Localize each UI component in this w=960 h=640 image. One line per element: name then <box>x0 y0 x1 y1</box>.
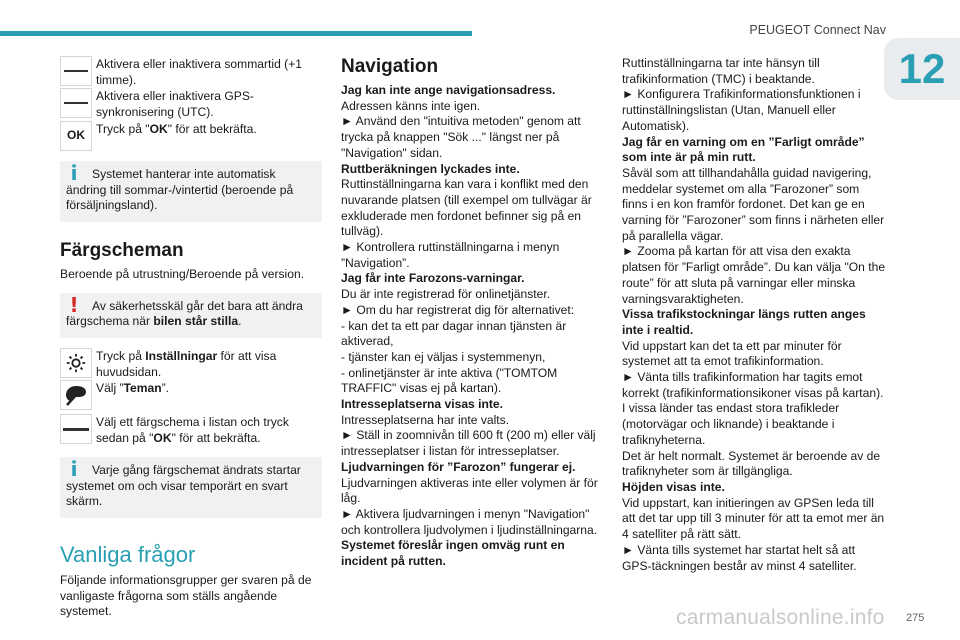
header-title: PEUGEOT Connect Nav <box>749 23 886 37</box>
faq-navigation-body <box>341 83 603 570</box>
paragraph-faq: Följande informationsgrupper ger svaren på de vanligaste frågorna som ställs angående systemet. <box>60 572 312 619</box>
faq-answer: ► Aktivera ljudvarningen i menyn "Navigation" och kontrollera ljudvolymen i ljudinställningarna. <box>341 506 598 537</box>
column-middle <box>341 56 603 570</box>
gear-icon <box>60 348 92 378</box>
column-left <box>60 56 322 620</box>
faq-question: Jag får inte Farozons-varningar. <box>341 271 525 286</box>
palette-icon <box>60 380 92 410</box>
faq-answer: ► Konfigurera Trafikinformationsfunktionen i ruttinställningslistan (Utan, Manuell eller Automatisk). <box>622 87 861 133</box>
info-box-time <box>60 161 322 222</box>
step-theme <box>60 380 322 410</box>
page-number: 275 <box>906 612 925 624</box>
header-accent-bar <box>0 31 472 36</box>
step-text: Välj ett färgschema i listan och tryck sedan på "OK" för att bekräfta. <box>96 415 289 446</box>
step-ok <box>60 121 322 151</box>
faq-answer: Vid uppstart, kan initieringen av GPSen leda till att det tar upp till 3 minuter för att ta emot mer än 4 satelliter på rätt sätt. <box>622 495 885 542</box>
chapter-tab: 12 <box>884 38 960 100</box>
warning-icon: ! <box>69 292 79 317</box>
step-text: Välj ”Teman”. <box>96 381 170 396</box>
step-settings <box>60 348 322 380</box>
info-icon: i <box>70 456 78 481</box>
faq-question: Systemet föreslår ingen omväg runt en incident på rutten. <box>341 538 565 569</box>
faq-answer: ► Vänta tills systemet har startat helt så att GPS-täckningen består av minst 4 satelliter. <box>622 542 857 573</box>
dash-icon <box>60 56 92 86</box>
faq-answer: Vid uppstart kan det ta ett par minuter för systemet att ta emot trafikinformation. <box>622 338 842 369</box>
faq-answer: Såväl som att tillhandahålla guidad navigering, meddelar systemet om alla ”Farozoner” som finns i en kon framför fordonet. Det kan ge en varning för ”Farozoner” som finns i närheten eller på parallella vägar. <box>622 165 885 243</box>
warning-box <box>60 293 322 338</box>
faq-traffic-body <box>622 56 888 574</box>
faq-question: Jag kan inte ange navigationsadress. <box>341 83 556 97</box>
info-box-restart <box>60 457 322 518</box>
warning-text: Av säkerhetsskäl går det bara att ändra färgschema när bilen står stilla. <box>66 298 303 329</box>
faq-answer: ► Zooma på kartan för att visa den exakta platsen för ”Farligt område”. Du kan välja "On the route” för att sluta på varningar eller minska varningsvaraktigheten. <box>622 244 886 306</box>
step-text: Tryck på "OK" för att bekräfta. <box>96 121 257 136</box>
faq-answer: Adressen känns inte igen. <box>341 98 481 113</box>
faq-answer: I vissa länder tas endast stora trafikleder (motorvägar och liknande) i beaktande i trafiknyheterna. <box>622 401 840 447</box>
column-right <box>622 56 888 574</box>
info-text: Varje gång färgschemat ändrats startar systemet om och visar temporärt en svart skärm. <box>66 462 301 509</box>
dash-icon <box>60 414 92 444</box>
faq-answer: ► Använd den "intuitiva metoden" genom att trycka på knappen "Sök ..." längst ner på "Navigation" sidan. <box>341 114 581 160</box>
heading-navigation: Navigation <box>341 56 439 77</box>
faq-answer: Ljudvarningen aktiveras inte eller volymen är för låg. <box>341 475 598 506</box>
faq-question: Vissa trafikstockningar längs rutten anges inte i realtid. <box>622 307 866 337</box>
faq-question: Ruttberäkningen lyckades inte. <box>341 161 520 176</box>
heading-color-schemes: Färgscheman <box>60 239 184 261</box>
paragraph-version: Beroende på utrustning/Beroende på version. <box>60 266 305 281</box>
step-choose-scheme <box>60 414 322 446</box>
info-text: Systemet hanterar inte automatisk ändring till sommar-/vintertid (beroende på försäljningsland). <box>66 166 294 213</box>
faq-answer: - onlinetjänster är inte aktiva ("TOMTOM TRAFFIC" visas ej på kartan). <box>341 365 558 396</box>
info-icon: i <box>70 160 78 185</box>
ok-button-icon: OK <box>60 121 92 151</box>
faq-answer: ► Vänta tills trafikinformation har tagits emot korrekt (trafikinformationsikoner visas på kartan). <box>622 370 884 400</box>
faq-question: Jag får en varning om en ”Farligt område” som inte är på min rutt. <box>622 134 865 165</box>
faq-answer: Ruttinställningarna kan vara i konflikt med den nuvarande platsen (till exempel om tullvägar är exkluderade men fordonet befinner sig på en tullväg). <box>341 177 592 239</box>
faq-answer: Intresseplatserna har inte valts. <box>341 412 510 427</box>
heading-faq: Vanliga frågor <box>60 541 196 567</box>
faq-answer: Det är helt normalt. Systemet är beroende av de trafiknyheter som är tillgängliga. <box>622 448 881 479</box>
faq-answer: ► Om du har registrerat dig för alternativet: <box>341 302 575 317</box>
faq-answer: Du är inte registrerad för onlinetjänster. <box>341 287 551 302</box>
faq-question: Intresseplatserna visas inte. <box>341 397 504 412</box>
faq-question: Ljudvarningen för ”Farozon” fungerar ej. <box>341 459 576 474</box>
faq-answer: Ruttinställningarna tar inte hänsyn till trafikinformation (TMC) i beaktande. <box>622 56 820 86</box>
step-gps-sync <box>60 88 322 120</box>
dash-icon <box>60 88 92 118</box>
faq-answer: - tjänster kan ej väljas i systemmenyn, <box>341 349 546 364</box>
step-dst <box>60 56 322 88</box>
step-text: Aktivera eller inaktivera GPS-synkronisering (UTC). <box>96 89 254 120</box>
faq-answer: ► Ställ in zoomnivån till 600 ft (200 m) eller välj intresseplatser i listan för intresseplatser. <box>341 428 596 459</box>
step-text: Aktivera eller inaktivera sommartid (+1 timme). <box>96 57 303 87</box>
watermark: carmanualsonline.info <box>676 606 885 629</box>
step-text: Tryck på Inställningar för att visa huvudsidan. <box>96 349 277 379</box>
faq-question: Höjden visas inte. <box>622 479 725 494</box>
faq-answer: ► Kontrollera ruttinställningarna i menyn ”Navigation”. <box>341 240 560 270</box>
faq-answer: - kan det ta ett par dagar innan tjänsten är aktiverad, <box>341 318 567 349</box>
